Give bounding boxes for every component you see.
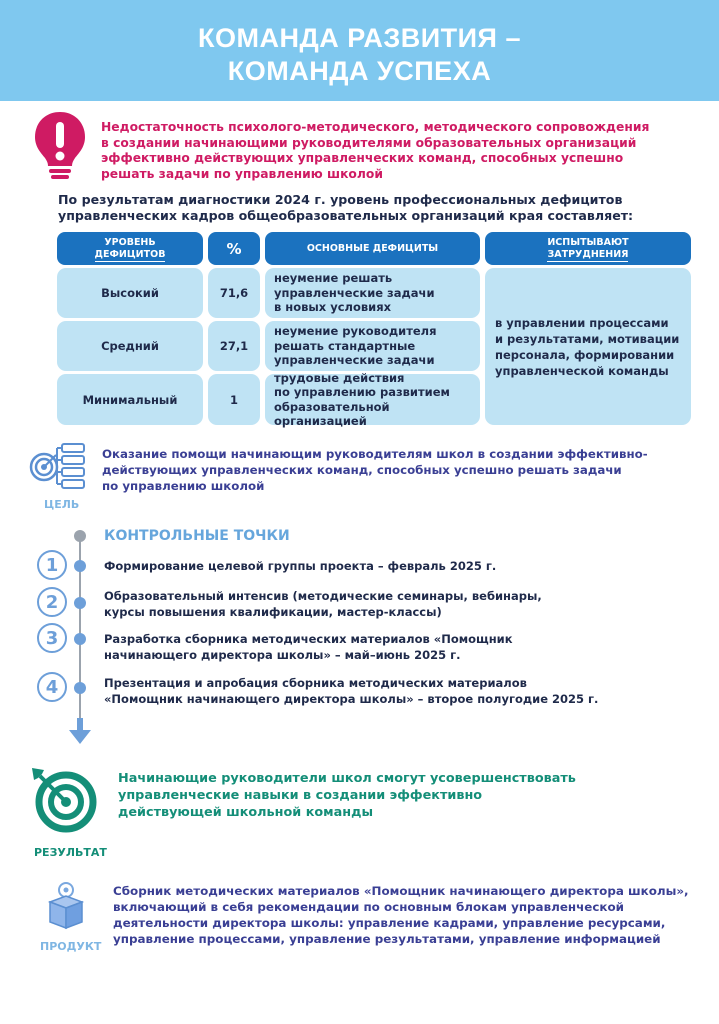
difficulty-line-3: персонала, формировании bbox=[495, 347, 675, 362]
problem-statement bbox=[101, 120, 701, 182]
checkpoint-number-2: 2 bbox=[37, 587, 67, 617]
target-arrow-icon bbox=[28, 762, 100, 834]
diagnostics-intro bbox=[58, 192, 698, 224]
goal-line-3: по управлению школой bbox=[102, 479, 265, 493]
timeline-start-dot bbox=[74, 530, 86, 542]
result-line-2: управленческие навыки в создании эффективно bbox=[118, 788, 483, 803]
product-text bbox=[113, 883, 713, 947]
header-difficulty-line-2: ЗАТРУДНЕНИЯ bbox=[547, 248, 629, 260]
goal-line-2: действующих управленческих команд, способных успешно решать задачи bbox=[102, 463, 622, 477]
checkpoint-number-1: 1 bbox=[37, 550, 67, 580]
header-level bbox=[57, 232, 203, 265]
checkpoint-dot-2 bbox=[74, 597, 86, 609]
title-line-1: КОМАНДА РАЗВИТИЯ – bbox=[198, 23, 521, 53]
row-minimal-level: Минимальный bbox=[57, 374, 203, 425]
exclamation-lightbulb-icon bbox=[32, 110, 88, 182]
checkpoint-number-3: 3 bbox=[37, 623, 67, 653]
checkpoint-2-line-2: курсы повышения квалификации, мастер-классы) bbox=[104, 604, 442, 619]
row-high-deficit bbox=[265, 268, 480, 318]
checkpoint-dot-3 bbox=[74, 633, 86, 645]
checkpoint-dot-1 bbox=[74, 560, 86, 572]
row-medium-deficit-line-2: решать стандартные bbox=[274, 338, 416, 353]
problem-line-2: в создании начинающими руководителями образовательных организаций bbox=[101, 135, 637, 150]
row-minimal-deficit-line-1: трудовые действия bbox=[274, 370, 405, 385]
difficulty-line-1: в управлении процессами bbox=[495, 315, 669, 330]
product-line-2: включающий в себя рекомендации по основным блокам управленческой bbox=[113, 900, 624, 914]
checkpoint-3-line-1: Разработка сборника методических материалов «Помощник bbox=[104, 632, 513, 646]
checkpoint-text-3 bbox=[104, 632, 624, 663]
row-high-deficit-line-1: неумение решать bbox=[274, 271, 393, 286]
product-line-1: Сборник методических материалов «Помощник начинающего директора школы», bbox=[113, 884, 689, 898]
checkpoint-1-line-1: Формирование целевой группы проекта – февраль 2025 г. bbox=[104, 559, 497, 573]
goal-label: ЦЕЛЬ bbox=[44, 498, 80, 511]
problem-line-1: Недостаточность психолого-методического, методического сопровождения bbox=[101, 120, 650, 134]
checkpoint-3-line-2: начинающего директора школы» – май–июнь 2025 г. bbox=[104, 647, 461, 662]
row-high-deficit-line-3: в новых условиях bbox=[274, 300, 391, 315]
header-level-line-1: УРОВЕНЬ bbox=[104, 236, 156, 248]
arrow-down-icon bbox=[69, 718, 91, 744]
checkpoint-text-4 bbox=[104, 676, 624, 707]
title-line-2: КОМАНДА УСПЕХА bbox=[227, 56, 492, 86]
row-minimal-deficit-line-2: по управлению развитием bbox=[274, 385, 450, 399]
header-percent: % bbox=[208, 232, 260, 265]
row-medium-deficit-line-3: управленческие задачи bbox=[274, 353, 435, 368]
problem-line-3: эффективно действующих управленческих команд, способных успешно bbox=[101, 151, 624, 165]
row-medium-level: Средний bbox=[57, 321, 203, 371]
page-title bbox=[0, 22, 719, 88]
header-difficulty bbox=[485, 232, 691, 265]
product-label: ПРОДУКТ bbox=[40, 940, 102, 953]
header-deficits: ОСНОВНЫЕ ДЕФИЦИТЫ bbox=[265, 232, 480, 265]
checkpoint-text-1 bbox=[104, 559, 624, 575]
intro-line-2: управленческих кадров общеобразовательных организаций края составляет: bbox=[58, 208, 634, 223]
row-medium-percent: 27,1 bbox=[208, 321, 260, 371]
product-line-4: управление процессами, управление результатами, управление информацией bbox=[113, 932, 661, 946]
result-text bbox=[118, 770, 638, 821]
goal-line-1: Оказание помощи начинающим руководителям школ в создании эффективно- bbox=[102, 447, 648, 461]
row-medium-deficit-line-1: неумение руководителя bbox=[274, 324, 437, 339]
difficulty-cell bbox=[485, 268, 691, 425]
checkpoint-dot-4 bbox=[74, 682, 86, 694]
header-level-line-2: ДЕФИЦИТОВ bbox=[94, 248, 166, 260]
difficulty-line-2: и результатами, мотивации bbox=[495, 331, 680, 346]
checkpoint-number-4: 4 bbox=[37, 672, 67, 702]
row-minimal-percent: 1 bbox=[208, 374, 260, 425]
header-difficulty-line-1: ИСПЫТЫВАЮТ bbox=[547, 236, 629, 248]
row-high-level: Высокий bbox=[57, 268, 203, 318]
row-minimal-deficit bbox=[265, 370, 480, 428]
checkpoint-2-line-1: Образовательный интенсив (методические семинары, вебинары, bbox=[104, 589, 542, 603]
checkpoint-4-line-2: «Помощник начинающего директора школы» – второе полугодие 2025 г. bbox=[104, 691, 599, 706]
problem-line-4: решать задачи по управлению школой bbox=[101, 166, 383, 181]
row-high-percent: 71,6 bbox=[208, 268, 260, 318]
result-label: РЕЗУЛЬТАТ bbox=[34, 846, 107, 859]
row-high-deficit-line-2: управленческие задачи bbox=[274, 285, 435, 300]
header-banner bbox=[0, 0, 719, 101]
target-checklist-icon bbox=[28, 441, 88, 493]
row-minimal-deficit-line-3: образовательной организацией bbox=[274, 399, 390, 428]
checkpoint-text-2 bbox=[104, 589, 624, 620]
result-line-1: Начинающие руководители школ смогут усовершенствовать bbox=[118, 771, 576, 786]
box-gear-icon bbox=[44, 880, 88, 930]
product-line-3: деятельности директора школы: управление кадрами, управление ресурсами, bbox=[113, 916, 666, 930]
goal-text bbox=[102, 446, 662, 494]
row-medium-deficit bbox=[265, 321, 480, 371]
difficulty-line-4: управленческой команды bbox=[495, 363, 669, 378]
result-line-3: действующей школьной команды bbox=[118, 805, 374, 820]
checkpoint-4-line-1: Презентация и апробация сборника методических материалов bbox=[104, 676, 527, 690]
intro-line-1: По результатам диагностики 2024 г. уровень профессиональных дефицитов bbox=[58, 192, 623, 207]
checkpoints-title: КОНТРОЛЬНЫЕ ТОЧКИ bbox=[104, 528, 290, 544]
